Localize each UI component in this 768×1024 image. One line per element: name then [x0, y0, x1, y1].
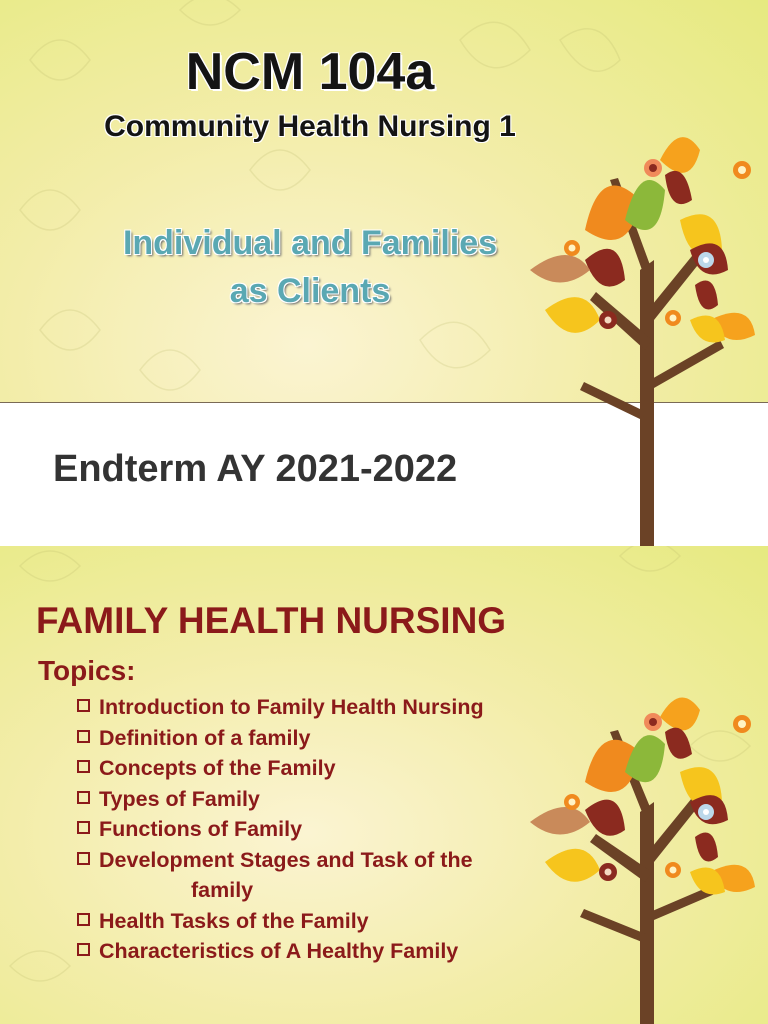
checkbox-bullet-icon: [77, 821, 90, 834]
list-item: [76, 692, 566, 723]
topic-text: Health Tasks of the Family: [99, 908, 369, 933]
topic-text: Functions of Family: [99, 817, 303, 841]
checkbox-bullet-icon: [77, 852, 90, 865]
list-item: [76, 936, 566, 967]
course-name-subtitle: Community Health Nursing 1: [104, 110, 516, 143]
checkbox-bullet-icon: [77, 699, 90, 712]
topic-text: Types of Family: [99, 786, 260, 811]
checkbox-bullet-icon: [77, 791, 90, 804]
list-item: [76, 845, 566, 876]
checkbox-bullet-icon: [77, 913, 90, 926]
topic-title-line2: as Clients: [229, 272, 391, 310]
topic-text: Development Stages and Task of the: [99, 847, 473, 872]
checkbox-bullet-icon: [77, 760, 90, 773]
topic-text: Introduction to Family Health Nursing: [99, 695, 484, 719]
topics-label: Topics:: [38, 655, 136, 686]
topics-list: [76, 692, 566, 967]
tree-illustration: [530, 120, 768, 576]
checkbox-bullet-icon: [77, 943, 90, 956]
course-code-title: NCM 104a: [185, 43, 435, 101]
family-health-heading: FAMILY HEALTH NURSING: [36, 600, 507, 641]
topic-text: Concepts of the Family: [99, 756, 336, 780]
list-item: [76, 906, 566, 937]
checkbox-bullet-icon: [77, 730, 90, 743]
topic-title-line1: Individual and Families: [122, 224, 498, 262]
list-item: [76, 723, 566, 754]
topic-text: family: [191, 878, 254, 902]
endterm-label: Endterm AY 2021-2022: [53, 448, 458, 490]
tree-illustration: [530, 692, 768, 1024]
topic-text: Characteristics of A Healthy Family: [99, 939, 459, 963]
list-item: [76, 784, 566, 815]
list-item: [76, 753, 566, 784]
list-item-continuation: [76, 875, 566, 906]
list-item: [76, 814, 566, 845]
topic-text: Definition of a family: [99, 725, 311, 750]
